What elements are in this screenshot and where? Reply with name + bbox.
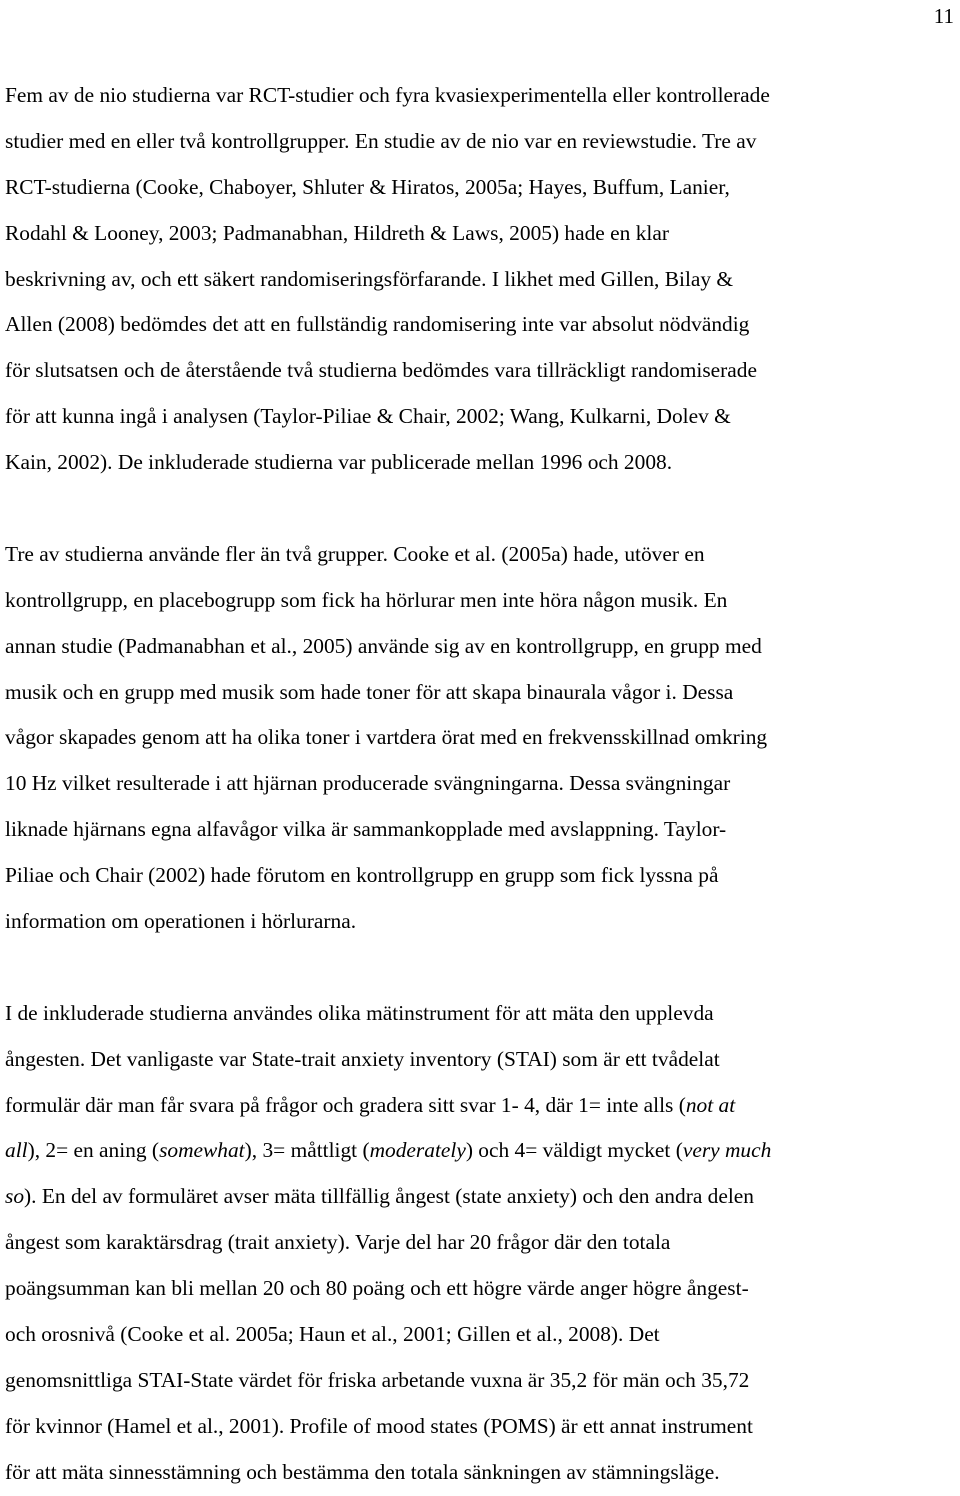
text-run: ), 2= en aning ( [27, 1138, 160, 1163]
italic-term: moderately [369, 1138, 466, 1163]
text-line: Rodahl & Looney, 2003; Padmanabhan, Hildreth & Laws, 2005) hade en klar [5, 220, 669, 245]
text-line: för slutsatsen och de återstående två studierna bedömdes vara tillräckligt randomiserade [5, 358, 757, 383]
paragraph-spacer [5, 486, 957, 532]
text-line: ångesten. Det vanligaste var State-trait anxiety inventory (STAI) som är ett tvådelat [5, 1046, 720, 1071]
text-line [5, 1174, 957, 1220]
text-line: kontrollgrupp, en placebogrupp som fick ha hörlurar men inte höra någon musik. En [5, 587, 728, 612]
text-line: liknade hjärnans egna alfavågor vilka är sammankopplade med avslappning. Taylor- [5, 817, 727, 842]
text-run: ). En del av formuläret avser mäta tillfällig ångest (state anxiety) och den andra delen [24, 1184, 754, 1209]
text-line [5, 1083, 957, 1129]
italic-term: very much [682, 1138, 772, 1163]
text-line: för att kunna ingå i analysen (Taylor-Piliae & Chair, 2002; Wang, Kulkarni, Dolev & [5, 404, 731, 429]
text-line: poängsumman kan bli mellan 20 och 80 poäng och ett högre värde anger högre ångest- [5, 1276, 749, 1301]
text-line: Piliae och Chair (2002) hade förutom en kontrollgrupp en grupp som fick lyssna på [5, 863, 719, 888]
text-line: för att mäta sinnesstämning och bestämma den totala sänkningen av stämningsläge. [5, 1459, 720, 1484]
text-line: ångest som karaktärsdrag (trait anxiety). Varje del har 20 frågor där den totala [5, 1230, 671, 1255]
paragraph-spacer [5, 945, 957, 991]
text-line: Kain, 2002). De inkluderade studierna var publicerade mellan 1996 och 2008. [5, 450, 673, 475]
document-body [5, 73, 957, 1496]
text-line: musik och en grupp med musik som hade toner för att skapa binaurala vågor i. Dessa [5, 679, 734, 704]
text-line: annan studie (Padmanabhan et al., 2005) använde sig av en kontrollgrupp, en grupp med [5, 633, 762, 658]
italic-term: so [5, 1184, 25, 1209]
text-line: Fem av de nio studierna var RCT-studier och fyra kvasiexperimentella eller kontrollerade [5, 83, 770, 107]
text-line: vågor skapades genom att ha olika toner i vartdera örat med en frekvensskillnad omkring [5, 725, 768, 750]
text-line: RCT-studierna (Cooke, Chaboyer, Shluter & Hiratos, 2005a; Hayes, Buffum, Lanier, [5, 174, 730, 199]
text-line: beskrivning av, och ett säkert randomiseringsförfarande. I likhet med Gillen, Bilay & [5, 266, 734, 291]
text-line: Tre av studierna använde fler än två grupper. Cooke et al. (2005a) hade, utöver en [5, 541, 705, 566]
paragraph-study-groups [5, 532, 957, 945]
text-line: genomsnittliga STAI-State värdet för friska arbetande vuxna är 35,2 för män och 35,72 [5, 1367, 750, 1392]
text-run: formulär där man får svara på frågor och gradera sitt svar 1- 4, där 1= inte alls ( [5, 1092, 686, 1117]
text-line: information om operationen i hörlurarna. [5, 909, 357, 934]
text-line: och orosnivå (Cooke et al. 2005a; Haun et al., 2001; Gillen et al., 2008). Det [5, 1322, 660, 1347]
text-line: I de inkluderade studierna användes olika mätinstrument för att mäta den upplevda [5, 1000, 714, 1025]
text-line [5, 1128, 957, 1174]
italic-term: somewhat [159, 1138, 245, 1163]
paragraph-measurement-instruments [5, 991, 957, 1496]
text-line: studier med en eller två kontrollgrupper. En studie av de nio var en reviewstudie. Tre av [5, 128, 757, 153]
page-number: 11 [933, 4, 954, 28]
text-run: ), 3= måttligt ( [244, 1138, 370, 1163]
italic-term: all [5, 1138, 28, 1163]
text-line: Allen (2008) bedömdes det att en fullständig randomisering inte var absolut nödvändig [5, 312, 750, 337]
italic-term: not at [685, 1092, 736, 1117]
text-line: 10 Hz vilket resulterade i att hjärnan producerade svängningarna. Dessa svängningar [5, 771, 731, 796]
text-line: för kvinnor (Hamel et al., 2001). Profile of mood states (POMS) är ett annat instrument [5, 1413, 753, 1438]
text-run: ) och 4= väldigt mycket ( [465, 1138, 683, 1163]
paragraph-study-design [5, 73, 957, 486]
